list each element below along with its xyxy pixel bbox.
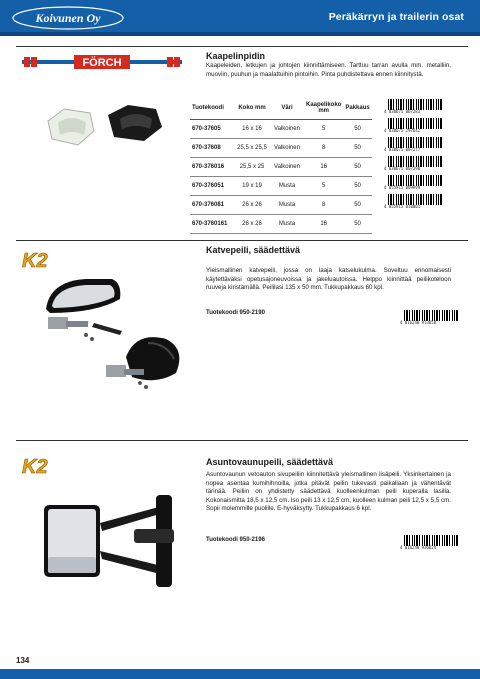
section-title: Peräkärryn ja trailerin osat xyxy=(328,11,464,23)
table-cell: 26 x 26 xyxy=(234,195,270,214)
table-cell: 8 xyxy=(304,138,343,157)
barcode-number: 4 016240 913658 xyxy=(400,320,437,325)
barcode xyxy=(384,175,442,191)
column-header: Tuotekoodi xyxy=(190,97,234,119)
barcode xyxy=(400,310,458,326)
barcode xyxy=(384,156,442,172)
barcode-number: 4 055915 010001 xyxy=(384,204,421,209)
header-bar xyxy=(0,0,480,36)
table-row xyxy=(190,119,372,138)
table-cell: 16 xyxy=(304,157,343,176)
table-cell: 50 xyxy=(343,214,371,233)
barcode-number: 4 016240 936824 xyxy=(400,545,437,550)
table-cell: 8 xyxy=(304,195,343,214)
table-cell: 16 xyxy=(304,214,343,233)
header-stripe xyxy=(0,32,480,36)
cable-holder-image xyxy=(44,101,170,149)
spec-table xyxy=(190,97,372,234)
table-row xyxy=(190,157,372,176)
barcode-number: 4 038675 007277 xyxy=(384,147,421,152)
table-cell: Musta xyxy=(270,214,304,233)
barcode-number: 4 038675 007283 xyxy=(384,109,421,114)
product-code: Tuotekoodi 950-2190 xyxy=(206,310,265,316)
svg-text:FÖRCH: FÖRCH xyxy=(82,57,122,69)
forch-logo xyxy=(22,55,182,69)
svg-text:Koivunen Oy: Koivunen Oy xyxy=(35,11,101,25)
table-cell: 50 xyxy=(343,138,371,157)
table-cell: 670-37608 xyxy=(190,138,234,157)
product-description: Yleismallinen katvepeili, jossa on laaja katselukulma. Soveltuu erinomaisesti käytettäväksi opetusajoneuvoissa ja jakeluautoissa. Helppo kiinnittää peilikoteloon ruuveja kiristämällä. Peililasi 135 x 50 mm. Tukkupakkaus 60 kpl. xyxy=(206,267,451,292)
table-cell: 26 x 26 xyxy=(234,214,270,233)
table-cell: Valkoinen xyxy=(270,157,304,176)
product-title: Kaapelinpidin xyxy=(206,51,266,61)
table-cell: Musta xyxy=(270,176,304,195)
footer-bar xyxy=(0,669,480,679)
svg-text:K2: K2 xyxy=(22,456,48,477)
table-cell: 670-3760161 xyxy=(190,214,234,233)
table-cell: 25,5 x 25 xyxy=(234,157,270,176)
column-header: Koko mm xyxy=(234,97,270,119)
product-description: Kaapeleiden, letkujen ja johtojen kiinnittämiseen. Tarttuu tarran avulla mm. metalliin, muoviin, puuhun ja maalattuihin pintoihin. Pinta puhdistettava ennen kiinnitystä. xyxy=(206,62,451,78)
k2-logo xyxy=(20,455,62,477)
table-row xyxy=(190,214,372,233)
product-title: Asuntovaunupeili, säädettävä xyxy=(206,457,334,467)
page-number: 134 xyxy=(16,656,30,665)
table-cell: 670-376081 xyxy=(190,195,234,214)
barcode-number: 4 038675 007290 xyxy=(384,166,421,171)
table-cell: 670-376051 xyxy=(190,176,234,195)
table-cell: 25,5 x 25,5 xyxy=(234,138,270,157)
barcode-number: 4 055915 009999 xyxy=(384,185,421,190)
product-code: Tuotekoodi 950-2196 xyxy=(206,537,265,543)
table-row xyxy=(190,195,372,214)
svg-text:K2: K2 xyxy=(22,250,48,271)
barcode xyxy=(384,194,442,210)
table-cell: Musta xyxy=(270,195,304,214)
barcode xyxy=(384,137,442,153)
barcode xyxy=(384,118,442,134)
product-section-caravan-mirror xyxy=(16,440,468,650)
table-header-row xyxy=(190,97,372,119)
column-header: Kaapelikoko mm xyxy=(304,97,343,119)
blind-spot-mirror-image xyxy=(36,273,186,395)
k2-logo xyxy=(20,249,62,271)
product-title: Katvepeili, säädettävä xyxy=(206,245,301,255)
table-cell: 670-37605 xyxy=(190,119,234,138)
table-cell: 50 xyxy=(343,176,371,195)
table-cell: 50 xyxy=(343,119,371,138)
product-section-blind-spot-mirror xyxy=(16,240,468,440)
table-cell: 16 x 16 xyxy=(234,119,270,138)
table-row xyxy=(190,176,372,195)
barcode xyxy=(400,535,458,551)
barcode-number: 4 038675 297642 xyxy=(384,128,421,133)
table-cell: 19 x 19 xyxy=(234,176,270,195)
product-description: Asuntovaunun vetoauton sivupeiliin kiinnitettävä yleismallinen lisäpeili. Yksinkertainen ja nopea asentaa kumihihnoilla, jotka pitävät peilin tukevasti paikallaan ja vähentävät tärinää. Peiliin on yhdistetty säädettävä kuolleenkulman peili kuperalla lasilla. Kokonaismitta 18,5 x 12,5 cm. Iso peili 13 x 12,5 cm, kuolleen kulman peili 12,5 x 5,5 cm. Sopii molemmille puolille. E-hyväksytty. Tukkupakkaus 6 kpl. xyxy=(206,471,451,513)
column-header: Pakkaus xyxy=(343,97,371,119)
table-cell: 50 xyxy=(343,195,371,214)
column-header: Väri xyxy=(270,97,304,119)
table-cell: 50 xyxy=(343,157,371,176)
table-cell: 670-376016 xyxy=(190,157,234,176)
product-section-cable-holder xyxy=(16,46,468,240)
table-row xyxy=(190,138,372,157)
barcode xyxy=(384,99,442,115)
table-cell: 5 xyxy=(304,119,343,138)
caravan-mirror-image xyxy=(38,489,188,591)
koivunen-logo xyxy=(12,6,124,30)
table-cell: Valkoinen xyxy=(270,119,304,138)
table-cell: 5 xyxy=(304,176,343,195)
table-cell: Valkoinen xyxy=(270,138,304,157)
